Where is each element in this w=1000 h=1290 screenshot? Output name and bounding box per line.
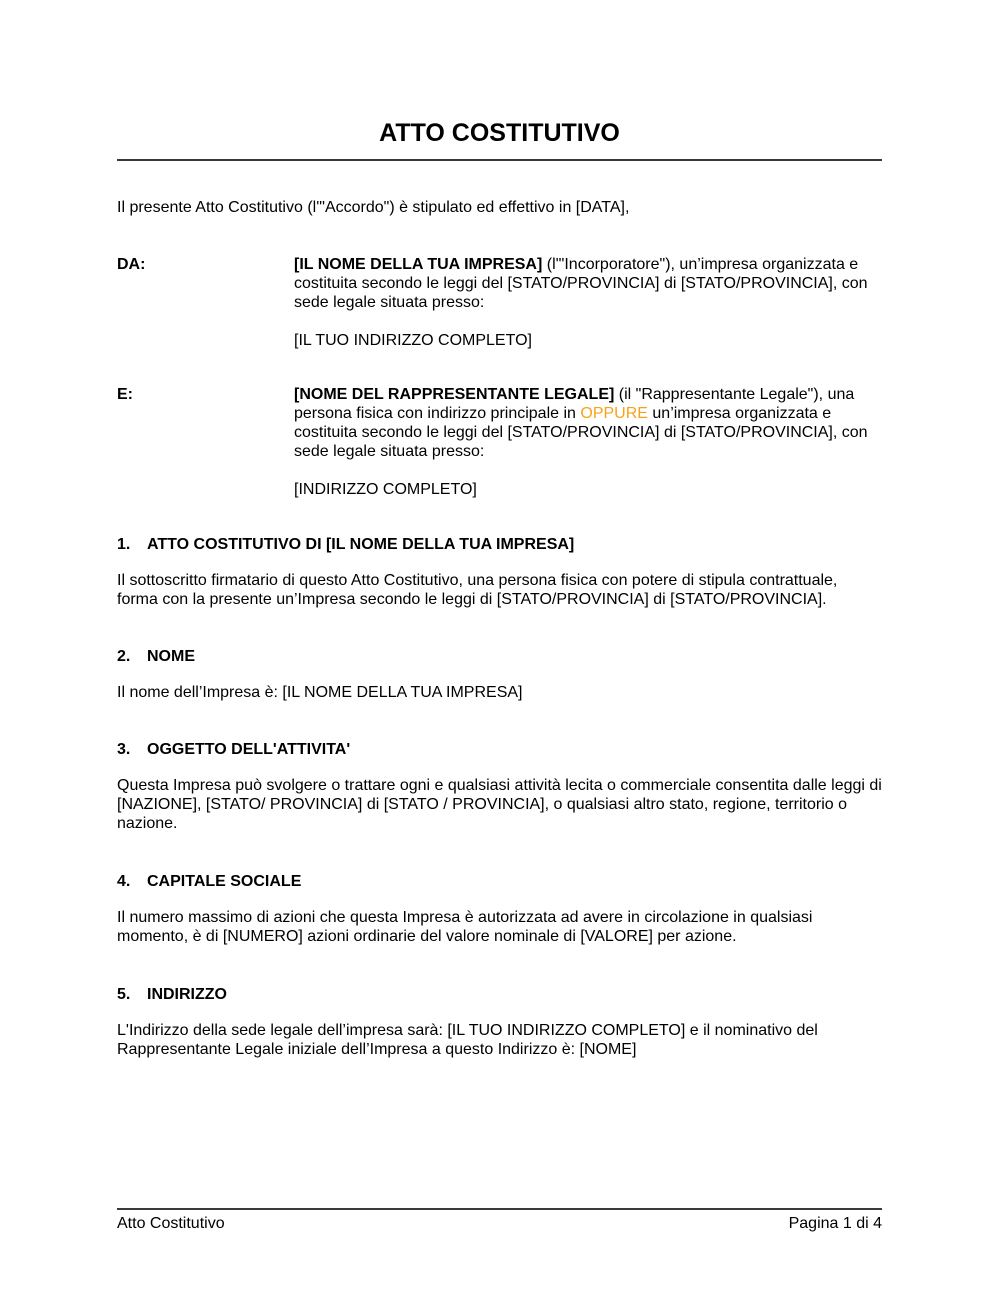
section-heading xyxy=(117,985,882,1004)
intro-paragraph: Il presente Atto Costitutivo (l'"Accordo") è stipulato ed effettivo in [DATA], xyxy=(117,199,630,216)
section-body: Questa Impresa può svolgere o trattare ogni e qualsiasi attività lecita o commerciale consentita dalle leggi di [NAZIONE], [STATO/ PROVINCIA] di [STATO / PROVINCIA], o qualsiasi altro stato, regione, territorio o nazione. xyxy=(117,777,882,832)
party-description xyxy=(294,385,884,461)
section-number: 3. xyxy=(117,741,131,758)
section-5 xyxy=(117,985,882,1059)
section-title: ATTO COSTITUTIVO DI [IL NOME DELLA TUA IMPRESA] xyxy=(147,536,575,553)
party-name: [NOME DEL RAPPRESENTANTE LEGALE] xyxy=(294,386,615,403)
section-title: CAPITALE SOCIALE xyxy=(147,873,302,890)
party-content xyxy=(294,255,884,350)
highlight-oppure: OPPURE xyxy=(580,405,648,422)
section-heading xyxy=(117,740,882,759)
party-address: [INDIRIZZO COMPLETO] xyxy=(294,481,477,498)
footer-document-name: Atto Costitutivo xyxy=(117,1215,225,1232)
footer-divider xyxy=(117,1208,882,1210)
section-heading xyxy=(117,535,882,554)
section-3 xyxy=(117,740,882,833)
page-footer xyxy=(117,1214,882,1233)
section-number: 1. xyxy=(117,536,131,553)
section-4 xyxy=(117,872,882,946)
party-label: E: xyxy=(117,386,133,403)
section-number: 4. xyxy=(117,873,131,890)
party-label: DA: xyxy=(117,256,146,273)
section-2 xyxy=(117,647,882,702)
section-body: Il numero massimo di azioni che questa Impresa è autorizzata ad avere in circolazione in qualsiasi momento, è di [NUMERO] azioni ordinarie del valore nominale di [VALORE] per azione. xyxy=(117,909,813,945)
party-name: [IL NOME DELLA TUA IMPRESA] xyxy=(294,256,543,273)
section-title: INDIRIZZO xyxy=(147,986,227,1003)
section-body: L'Indirizzo della sede legale dell’impresa sarà: [IL TUO INDIRIZZO COMPLETO] e il nominativo del Rappresentante Legale iniziale dell’Impresa a questo Indirizzo è: [NOME] xyxy=(117,1022,818,1058)
party-content xyxy=(294,385,884,499)
section-body: Il nome dell’Impresa è: [IL NOME DELLA TUA IMPRESA] xyxy=(117,684,523,701)
section-heading xyxy=(117,872,882,891)
document-title: ATTO COSTITUTIVO xyxy=(379,119,620,147)
section-number: 2. xyxy=(117,648,131,665)
party-address: [IL TUO INDIRIZZO COMPLETO] xyxy=(294,332,532,349)
party-description-text: (il "Rappresentante Legale"), una persona fisica con indirizzo principale in xyxy=(294,386,855,422)
title-divider xyxy=(117,159,882,161)
section-number: 5. xyxy=(117,986,131,1003)
section-heading xyxy=(117,647,882,666)
party-description xyxy=(294,255,884,312)
section-1 xyxy=(117,535,882,609)
footer-page-number: Pagina 1 di 4 xyxy=(788,1215,882,1232)
section-body: Il sottoscritto firmatario di questo Atto Costitutivo, una persona fisica con potere di stipula contrattuale, forma con la presente un’Impresa secondo le leggi di [STATO/PROVINCIA] di [STATO/PROVINCIA]. xyxy=(117,572,838,608)
party-description-text: (l'"Incorporatore"), un’impresa organizzata e costituita secondo le leggi del [STATO/PROVINCIA] di [STATO/PROVINCIA], con sede legale situata presso: xyxy=(294,256,868,311)
section-title: OGGETTO DELL'ATTIVITA' xyxy=(147,741,351,758)
section-title: NOME xyxy=(147,648,195,665)
party-description-text-after: un’impresa organizzata e costituita secondo le leggi del [STATO/PROVINCIA] di [STATO/PROVINCIA], con sede legale situata presso: xyxy=(294,405,868,460)
